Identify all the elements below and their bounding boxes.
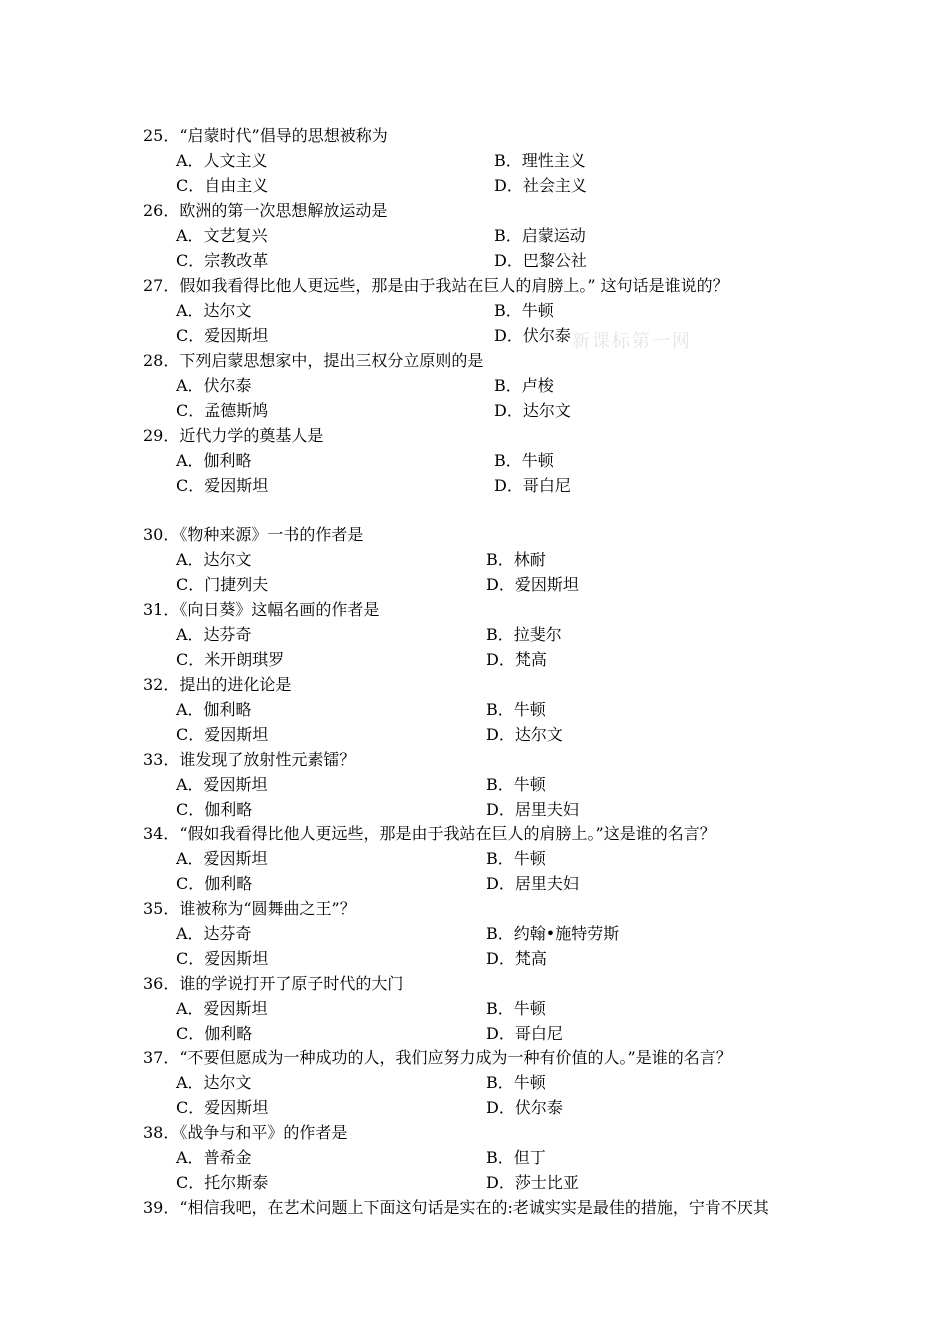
option-c: C．托尔斯泰 [176,1173,269,1192]
option-d: D．巴黎公社 [494,251,587,270]
question-stem: 36．谁的学说打开了原子时代的大门 [143,974,404,993]
option-c: C．伽利略 [176,874,253,893]
question-stem: 26．欧洲的第一次思想解放运动是 [143,201,388,220]
option-a: A．达尔文 [176,550,252,569]
option-d: D．莎士比亚 [486,1173,579,1192]
question-stem: 25．“启蒙时代”倡导的思想被称为 [143,126,388,145]
option-a: A．爱因斯坦 [176,999,268,1018]
option-a: A．达尔文 [176,1073,252,1092]
option-d: D．伏尔泰 [494,326,571,345]
option-d: D．梵高 [486,650,547,669]
question-stem: 31．《向日葵》这幅名画的作者是 [143,600,380,619]
question-stem: 33．谁发现了放射性元素镭？ [143,750,356,769]
option-c: C．米开朗琪罗 [176,650,285,669]
option-b: B．理性主义 [494,151,586,170]
option-a: A．文艺复兴 [176,226,268,245]
question-stem: 30．《物种来源》一书的作者是 [143,525,364,544]
question-stem: 38．《战争与和平》的作者是 [143,1123,348,1142]
option-a: A．伏尔泰 [176,376,252,395]
option-d: D．居里夫妇 [486,800,579,819]
question-stem: 34．“假如我看得比他人更远些，那是由于我站在巨人的肩膀上。”这是谁的名言？ [143,824,716,843]
option-a: A．爱因斯坦 [176,775,268,794]
option-d: D．居里夫妇 [486,874,579,893]
option-c: C．门捷列夫 [176,575,269,594]
option-d: D．哥白尼 [486,1024,563,1043]
question-stem: 32．提出的进化论是 [143,675,292,694]
option-b: B．约翰•施特劳斯 [486,924,620,943]
option-c: C．自由主义 [176,176,269,195]
question-stem: 27．假如我看得比他人更远些，那是由于我站在巨人的肩膀上。” 这句话是谁说的？ [143,276,729,295]
option-a: A．达尔文 [176,301,252,320]
option-a: A．人文主义 [176,151,268,170]
option-d: D．哥白尼 [494,476,571,495]
option-b: B．牛顿 [486,775,546,794]
option-d: D．达尔文 [486,725,563,744]
option-c: C．爱因斯坦 [176,949,269,968]
option-c: C．爱因斯坦 [176,725,269,744]
question-stem: 39．“相信我吧，在艺术问题上下面这句话是实在的:老诚实实是最佳的措施，宁肯不厌其 [143,1198,769,1217]
option-b: B．牛顿 [486,1073,546,1092]
option-a: A．普希金 [176,1148,252,1167]
option-a: A．伽利略 [176,451,252,470]
option-d: D．社会主义 [494,176,587,195]
option-b: B．卢梭 [494,376,554,395]
option-d: D．梵高 [486,949,547,968]
option-b: B．拉斐尔 [486,625,562,644]
option-a: A．爱因斯坦 [176,849,268,868]
option-b: B．但丁 [486,1148,546,1167]
option-b: B．牛顿 [486,849,546,868]
option-c: C．爱因斯坦 [176,476,269,495]
option-c: C．宗教改革 [176,251,269,270]
option-b: B．牛顿 [486,700,546,719]
option-d: D．爱因斯坦 [486,575,579,594]
question-stem: 28．下列启蒙思想家中，提出三权分立原则的是 [143,351,484,370]
option-c: C．爱因斯坦 [176,1098,269,1117]
option-c: C．爱因斯坦 [176,326,269,345]
option-a: A．达芬奇 [176,625,252,644]
question-stem: 35．谁被称为“圆舞曲之王”？ [143,899,356,918]
option-c: C．伽利略 [176,800,253,819]
option-d: D．伏尔泰 [486,1098,563,1117]
option-d: D．达尔文 [494,401,571,420]
question-stem: 37．“不要但愿成为一种成功的人，我们应努力成为一种有价值的人。”是谁的名言？ [143,1048,732,1067]
option-b: B．牛顿 [494,451,554,470]
option-b: B．牛顿 [486,999,546,1018]
option-c: C．孟德斯鸠 [176,401,269,420]
option-b: B．启蒙运动 [494,226,586,245]
option-a: A．达芬奇 [176,924,252,943]
option-c: C．伽利略 [176,1024,253,1043]
option-b: B．牛顿 [494,301,554,320]
option-a: A．伽利略 [176,700,252,719]
option-b: B．林耐 [486,550,546,569]
question-stem: 29．近代力学的奠基人是 [143,426,324,445]
watermark: 新课标第一网 [572,331,692,352]
